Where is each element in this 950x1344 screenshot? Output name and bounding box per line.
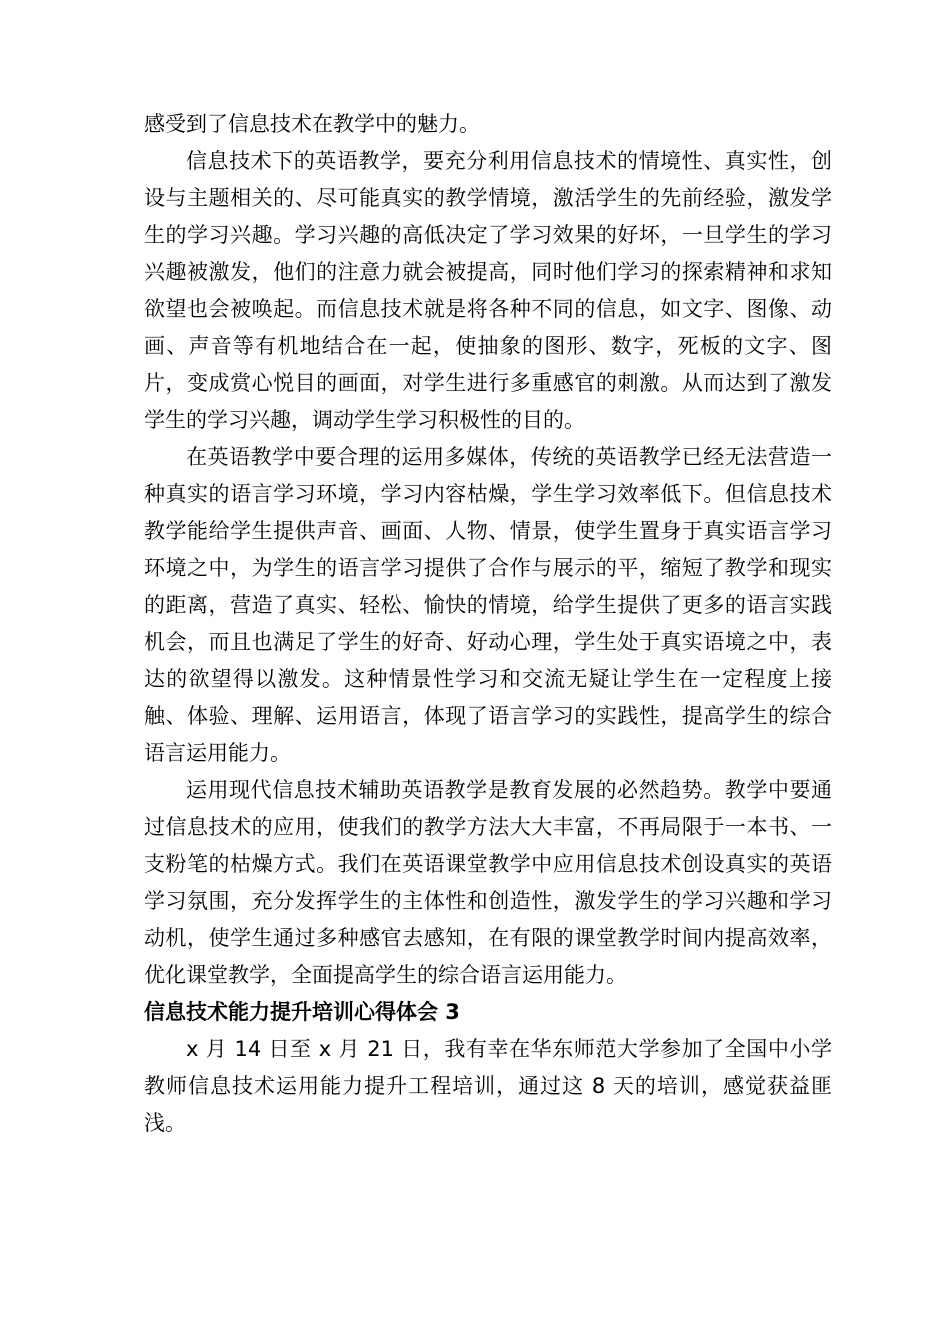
section-heading: 信息技术能力提升培训心得体会 3 <box>144 1000 460 1024</box>
paragraph-training-intro: x 月 14 日至 x 月 21 日，我有幸在华东师范大学参加了全国中小学教师信息技术运用能力提升工程培训，通过这 8 天的培训，感觉获益匪浅。 <box>144 1037 832 1135</box>
paragraph-trend: 运用现代信息技术辅助英语教学是教育发展的必然趋势。教学中要通过信息技术的应用，使我们的教学方法大大丰富，不再局限于一本书、一支粉笔的枯燥方式。我们在英语课堂教学中应用信息技术创设真实的英语学习氛围，充分发挥学生的主体性和创造性，激发学生的学习兴趣和学习动机，使学生通过多种感官去感知，在有限的课堂教学时间内提高效率，优化课堂教学，全面提高学生的综合语言运用能力。 <box>144 778 832 987</box>
paragraph-context-interest: 信息技术下的英语教学，要充分利用信息技术的情境性、真实性，创设与主题相关的、尽可能真实的教学情境，激活学生的先前经验，激发学生的学习兴趣。学习兴趣的高低决定了学习效果的好坏，一旦学生的学习兴趣被激发，他们的注意力就会被提高，同时他们学习的探索精神和求知欲望也会被唤起。而信息技术就是将各种不同的信息，如文字、图像、动画、声音等有机地结合在一起，使抽象的图形、数字，死板的文字、图片，变成赏心悦目的画面，对学生进行多重感官的刺激。从而达到了激发学生的学习兴趣，调动学生学习积极性的目的。 <box>144 149 832 432</box>
paragraph-continuation: 感受到了信息技术在教学中的魅力。 <box>144 112 480 136</box>
paragraph-multimedia: 在英语教学中要合理的运用多媒体，传统的英语教学已经无法营造一种真实的语言学习环境，学习内容枯燥，学生学习效率低下。但信息技术教学能给学生提供声音、画面、人物、情景，使学生置身于真实语言学习环境之中，为学生的语言学习提供了合作与展示的平，缩短了教学和现实的距离，营造了真实、轻松、愉快的情境，给学生提供了更多的语言实践机会，而且也满足了学生的好奇、好动心理，学生处于真实语境之中，表达的欲望得以激发。这种情景性学习和交流无疑让学生在一定程度上接触、体验、理解、运用语言，体现了语言学习的实践性，提高学生的综合语言运用能力。 <box>144 445 832 765</box>
